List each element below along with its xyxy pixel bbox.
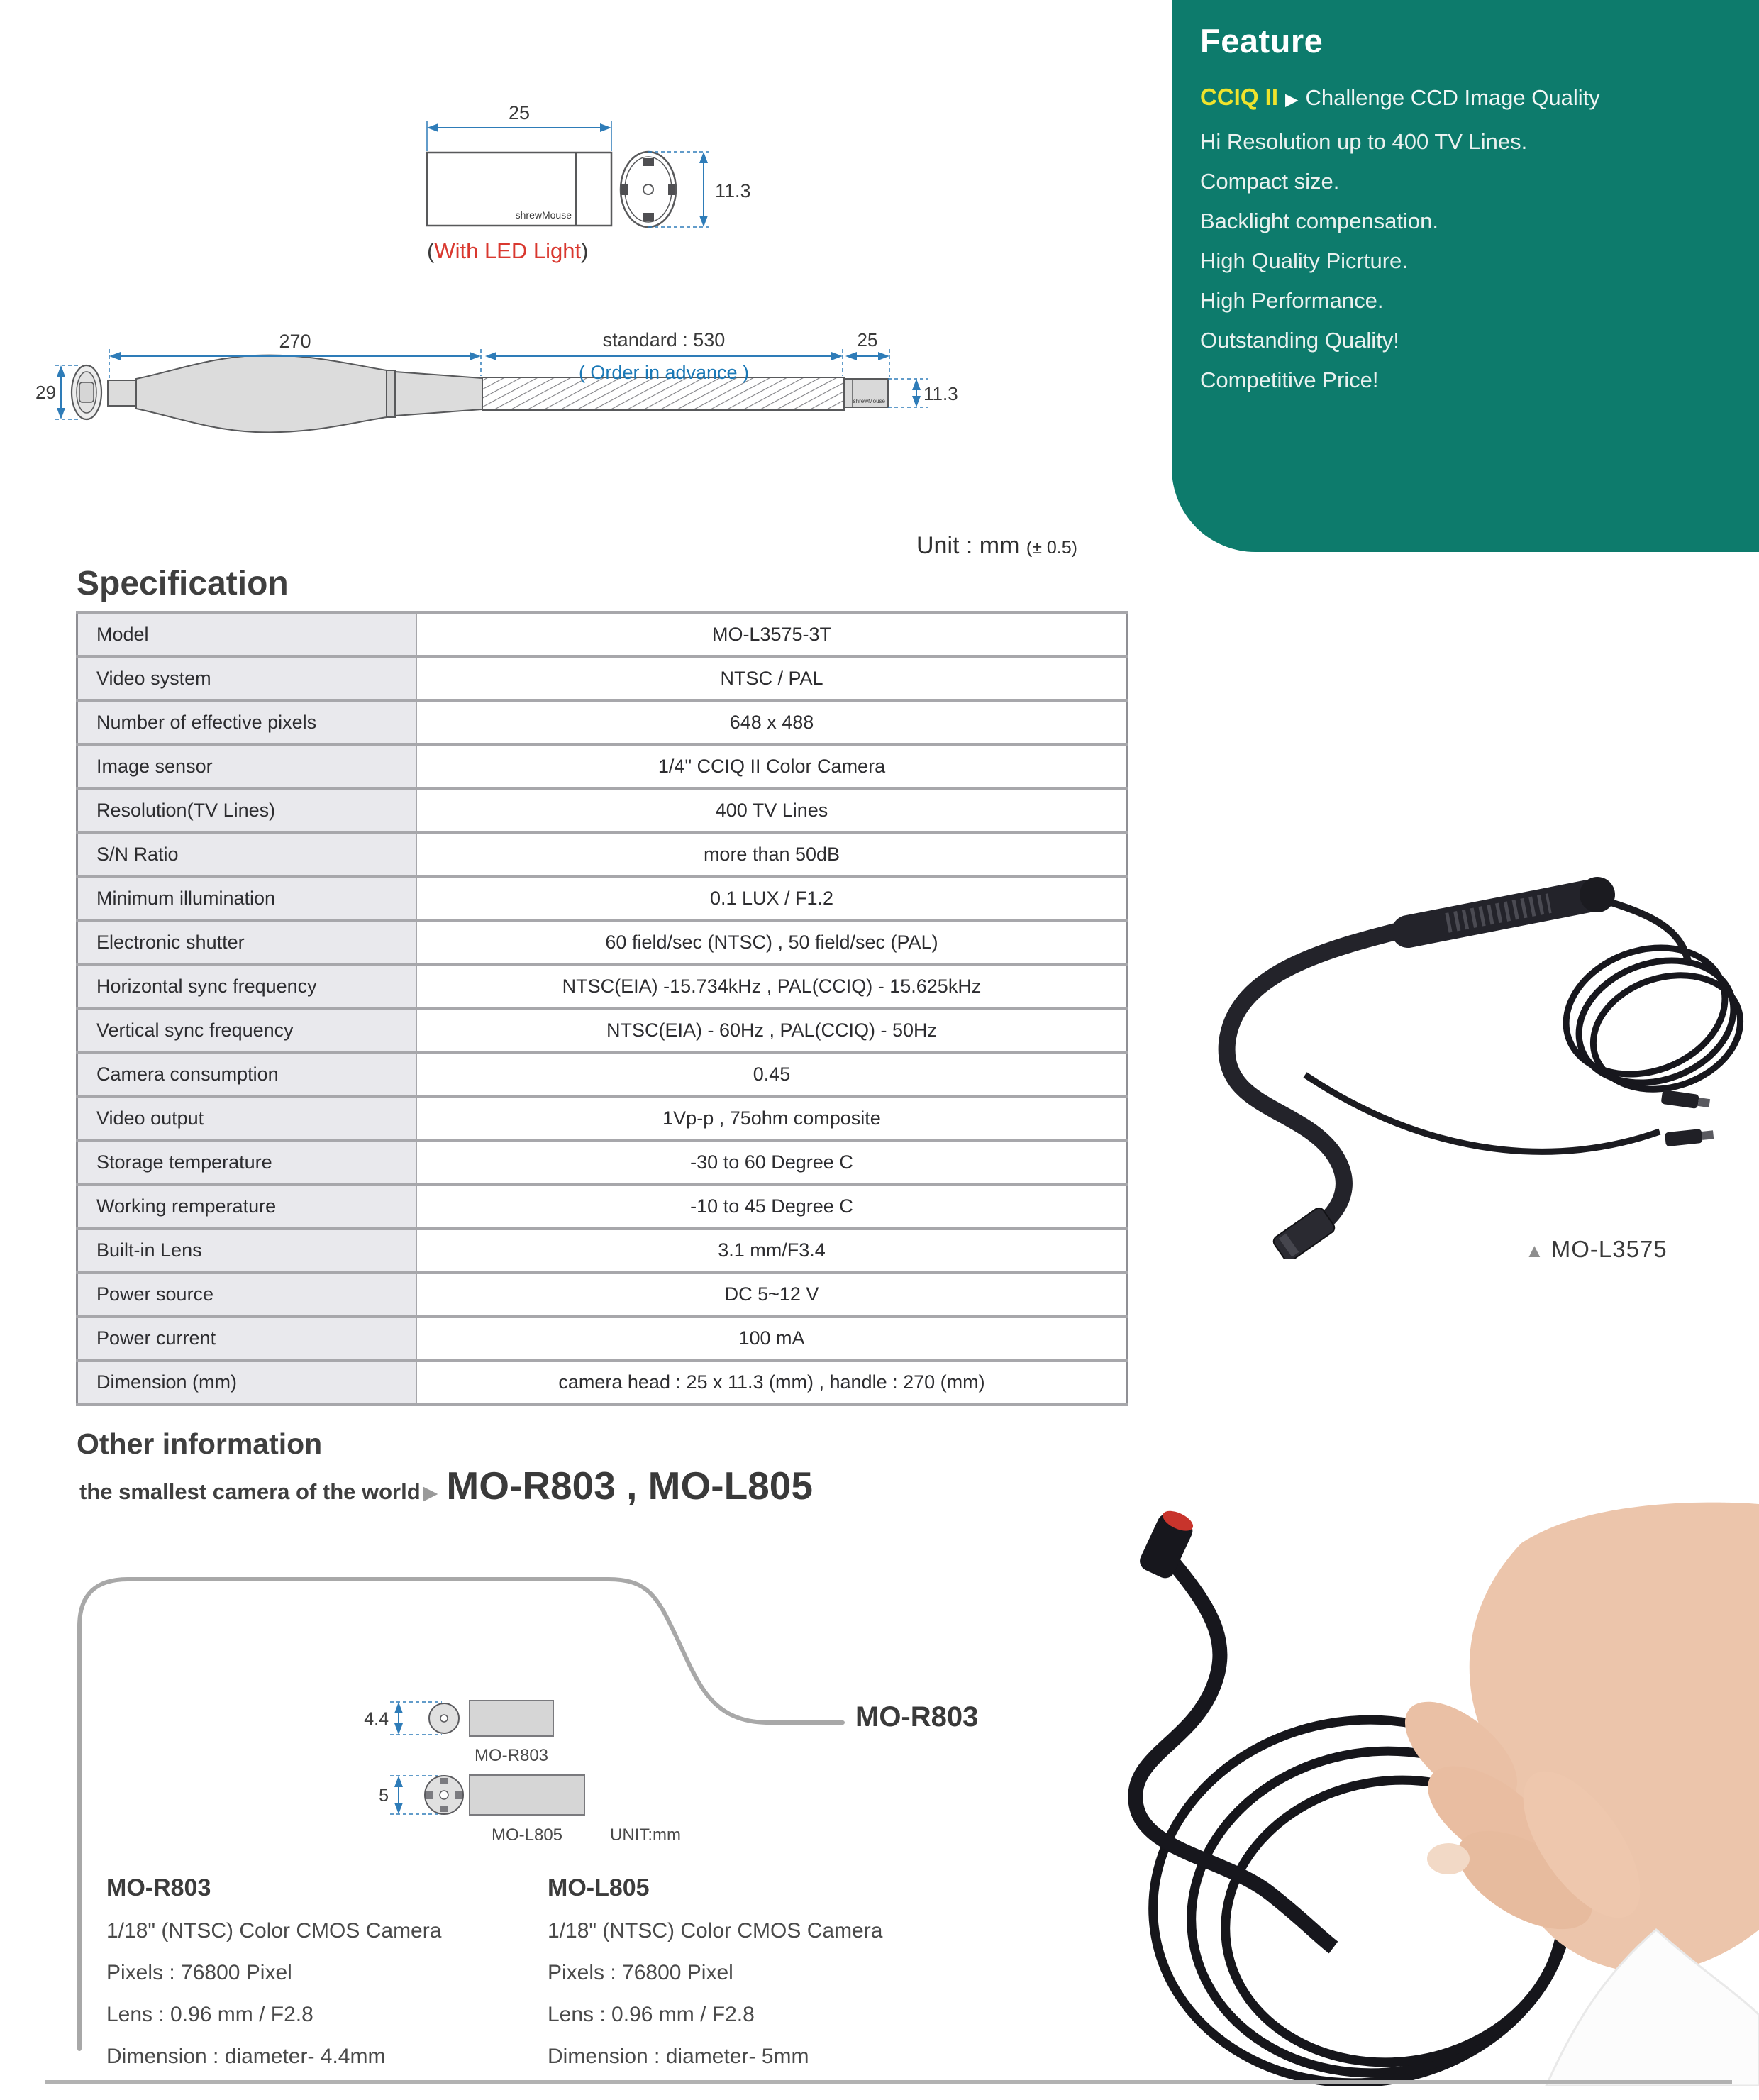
model-spec-line: 1/18" (NTSC) Color CMOS Camera: [106, 1919, 442, 1942]
table-row: [77, 1053, 1128, 1097]
feature-item: Backlight compensation.: [1200, 209, 1439, 233]
dim-dashed-lines: [888, 379, 928, 407]
spec-value: -10 to 45 Degree C: [416, 1185, 1128, 1229]
feature-item: Outstanding Quality!: [1200, 328, 1399, 353]
spec-label: Dimension (mm): [77, 1361, 417, 1405]
spec-value: 400 TV Lines: [416, 789, 1128, 833]
led-icon: [643, 213, 654, 221]
arrowhead-icon: [470, 352, 481, 360]
dim-label-25: 25: [508, 102, 531, 123]
bottom-divider: [45, 2080, 1732, 2084]
handle-grip: [136, 355, 387, 433]
feature-item: High Performance.: [1200, 288, 1384, 313]
arrowhead-icon: [394, 1723, 403, 1735]
spec-label: Power source: [77, 1273, 417, 1317]
model-title: MO-R803: [106, 1874, 211, 1901]
table-row: [77, 877, 1128, 921]
photo-caption: [1525, 1236, 1668, 1263]
arrowhead-icon: [57, 408, 65, 419]
feature-highlight-desc: Challenge CCD Image Quality: [1305, 85, 1600, 110]
brand-label: shrewMouse: [515, 209, 572, 221]
dim-label-11-3: 11.3: [715, 180, 751, 201]
handle-taper: [395, 372, 482, 416]
led-icon: [455, 1791, 462, 1799]
table-row: [77, 1097, 1128, 1141]
dim-label-25: 25: [857, 329, 878, 350]
with-led-light-text: With LED Light: [434, 238, 582, 263]
fingernail: [1427, 1843, 1470, 1874]
handle-ring: [387, 370, 395, 417]
dim-label-11-3: 11.3: [923, 383, 958, 404]
spec-label: Video output: [77, 1097, 417, 1141]
model-spec-line: Dimension : diameter- 5mm: [548, 2045, 809, 2068]
other-info-heading: Other information: [77, 1427, 323, 1460]
led-icon: [621, 184, 628, 195]
spec-label: Camera consumption: [77, 1053, 417, 1097]
mini-label-mo-l805: MO-L805: [491, 1825, 563, 1845]
table-row: [77, 1229, 1128, 1273]
arrowhead-icon: [109, 352, 121, 360]
spec-label: Working remperature: [77, 1185, 417, 1229]
spec-label: Electronic shutter: [77, 921, 417, 965]
arrowhead-icon: [600, 123, 611, 132]
model-spec-line: Lens : 0.96 mm / F2.8: [548, 2003, 755, 2026]
spec-value: NTSC(EIA) -15.734kHz , PAL(CCIQ) - 15.625kHz: [416, 965, 1128, 1009]
feature-item: Compact size.: [1200, 169, 1340, 194]
table-row: [77, 1273, 1128, 1317]
product-photo-mo-l3575: [1192, 862, 1759, 1259]
table-row: [77, 1141, 1128, 1185]
mini-head-side: [470, 1775, 584, 1815]
handle-shaft-diagram: [28, 312, 1036, 468]
unit-note: [916, 532, 1077, 560]
spec-value: 100 mA: [416, 1317, 1128, 1361]
model-spec-line: Dimension : diameter- 4.4mm: [106, 2045, 386, 2068]
arrowhead-icon: [912, 396, 921, 407]
spec-label: S/N Ratio: [77, 833, 417, 877]
video-plug-icon: [1661, 1090, 1711, 1110]
camera-head-diagram: [397, 85, 894, 291]
specification-heading: Specification: [77, 565, 289, 602]
spec-label: Image sensor: [77, 745, 417, 789]
model-spec-line: 1/18" (NTSC) Color CMOS Camera: [548, 1919, 883, 1942]
model-spec-line: Lens : 0.96 mm / F2.8: [106, 2003, 313, 2026]
arrowhead-icon: [912, 379, 921, 390]
unit-text: Unit : mm: [916, 532, 1020, 559]
spec-value: 1/4" CCIQ II Color Camera: [416, 745, 1128, 789]
spec-value: more than 50dB: [416, 833, 1128, 877]
led-icon: [643, 158, 654, 166]
brand-label: shrewMouse: [853, 398, 885, 404]
feature-item: Competitive Price!: [1200, 368, 1379, 392]
power-plug-icon: [1665, 1127, 1714, 1146]
table-row: [77, 1185, 1128, 1229]
table-row: [77, 921, 1128, 965]
dim-label-270: 270: [279, 331, 311, 352]
arrowhead-icon: [394, 1776, 403, 1787]
spec-value: 60 field/sec (NTSC) , 50 field/sec (PAL): [416, 921, 1128, 965]
arrowhead-icon: [394, 1702, 403, 1713]
spec-value: 1Vp-p , 75ohm composite: [416, 1097, 1128, 1141]
paren-close: ): [581, 238, 589, 263]
table-row: [77, 613, 1128, 657]
arrowhead-icon: [699, 152, 708, 163]
feature-panel: [1172, 0, 1759, 552]
arrowhead-icon: [394, 1803, 403, 1814]
spec-label: Horizontal sync frequency: [77, 965, 417, 1009]
spec-value: NTSC(EIA) - 60Hz , PAL(CCIQ) - 50Hz: [416, 1009, 1128, 1053]
lens-icon: [643, 184, 653, 194]
spec-label: Number of effective pixels: [77, 701, 417, 745]
spec-label: Power current: [77, 1317, 417, 1361]
dim-label-29: 29: [35, 382, 56, 403]
feature-list: [1200, 122, 1527, 400]
paren-open: (: [427, 238, 435, 263]
dim-label-standard-530: standard : 530: [602, 329, 726, 350]
spec-value: 648 x 488: [416, 701, 1128, 745]
with-led-light-caption: [427, 238, 588, 263]
feature-item: High Quality Picrture.: [1200, 248, 1408, 273]
arrowhead-icon: [485, 352, 496, 360]
cable: [1305, 1075, 1660, 1151]
feature-item: Hi Resolution up to 400 TV Lines.: [1200, 129, 1528, 154]
specification-table: [76, 611, 1128, 1406]
spec-label: Vertical sync frequency: [77, 1009, 417, 1053]
spec-value: camera head : 25 x 11.3 (mm) , handle : 270 (mm): [416, 1361, 1128, 1405]
handle-tip: [108, 380, 136, 406]
mini-unit-label: UNIT:mm: [610, 1825, 681, 1845]
other-info-subheading-row: [79, 1463, 813, 1508]
table-row: [77, 657, 1128, 701]
spec-label: Minimum illumination: [77, 877, 417, 921]
table-row: [77, 833, 1128, 877]
spec-value: MO-L3575-3T: [416, 613, 1128, 657]
photo-caption-text: MO-L3575: [1550, 1236, 1668, 1262]
table-row: [77, 1317, 1128, 1361]
unit-tolerance: (± 0.5): [1026, 538, 1077, 558]
feature-highlight-line: [1200, 84, 1600, 111]
spec-value: DC 5~12 V: [416, 1273, 1128, 1317]
lens-icon: [440, 1791, 448, 1799]
dim-label-5: 5: [379, 1786, 389, 1806]
mini-head-side: [470, 1701, 553, 1736]
table-row: [77, 789, 1128, 833]
spec-label: Built-in Lens: [77, 1229, 417, 1273]
spec-label: Resolution(TV Lines): [77, 789, 417, 833]
table-row: [77, 1361, 1128, 1405]
handle-end-window: [79, 382, 94, 402]
arrowhead-icon: [845, 352, 857, 360]
hand: [1387, 1503, 1759, 1972]
dim-label-4-4: 4.4: [364, 1709, 389, 1729]
coiled-cord: [1548, 927, 1755, 1107]
arrowhead-icon: [57, 365, 65, 377]
right-triangle-icon: ▶: [423, 1482, 438, 1503]
led-icon: [440, 1778, 448, 1784]
arrowhead-icon: [878, 352, 889, 360]
models-title: MO-R803 , MO-L805: [446, 1464, 813, 1508]
model-title: MO-L805: [548, 1874, 650, 1901]
table-row: [77, 965, 1128, 1009]
callout-label-mo-r803: MO-R803: [855, 1701, 979, 1732]
led-icon: [426, 1791, 433, 1799]
cciq-badge: CCIQ II: [1200, 84, 1279, 110]
table-row: [77, 701, 1128, 745]
spec-value: NTSC / PAL: [416, 657, 1128, 701]
up-triangle-icon: ▲: [1525, 1240, 1544, 1261]
arrowhead-icon: [831, 352, 843, 360]
lens-icon: [440, 1715, 448, 1722]
mini-label-mo-r803: MO-R803: [474, 1746, 549, 1765]
spec-label: Model: [77, 613, 417, 657]
led-icon: [668, 184, 675, 195]
model-info-mo-l805: [548, 1874, 973, 2087]
hand-photo-mo-r803: [922, 1476, 1759, 2086]
spec-label: Storage temperature: [77, 1141, 417, 1185]
table-row: [77, 1009, 1128, 1053]
feature-title: Feature: [1200, 22, 1324, 60]
led-icon: [440, 1806, 448, 1812]
model-info-mo-r803: [106, 1874, 532, 2087]
spec-value: 0.45: [416, 1053, 1128, 1097]
right-triangle-icon: ▶: [1285, 90, 1299, 109]
arrowhead-icon: [427, 123, 438, 132]
spec-label: Video system: [77, 657, 417, 701]
spec-value: 3.1 mm/F3.4: [416, 1229, 1128, 1273]
spec-value: -30 to 60 Degree C: [416, 1141, 1128, 1185]
dim-extension-lines: [427, 121, 611, 151]
model-spec-line: Pixels : 76800 Pixel: [548, 1961, 733, 1984]
spec-value: 0.1 LUX / F1.2: [416, 877, 1128, 921]
smallest-camera-text: the smallest camera of the world: [79, 1479, 421, 1504]
arrowhead-icon: [699, 216, 708, 227]
table-row: [77, 745, 1128, 789]
cable: [1607, 901, 1688, 961]
handle-cap: [1580, 877, 1615, 912]
model-spec-line: Pixels : 76800 Pixel: [106, 1961, 292, 1984]
order-in-advance-note: ( Order in advance ): [578, 362, 750, 383]
